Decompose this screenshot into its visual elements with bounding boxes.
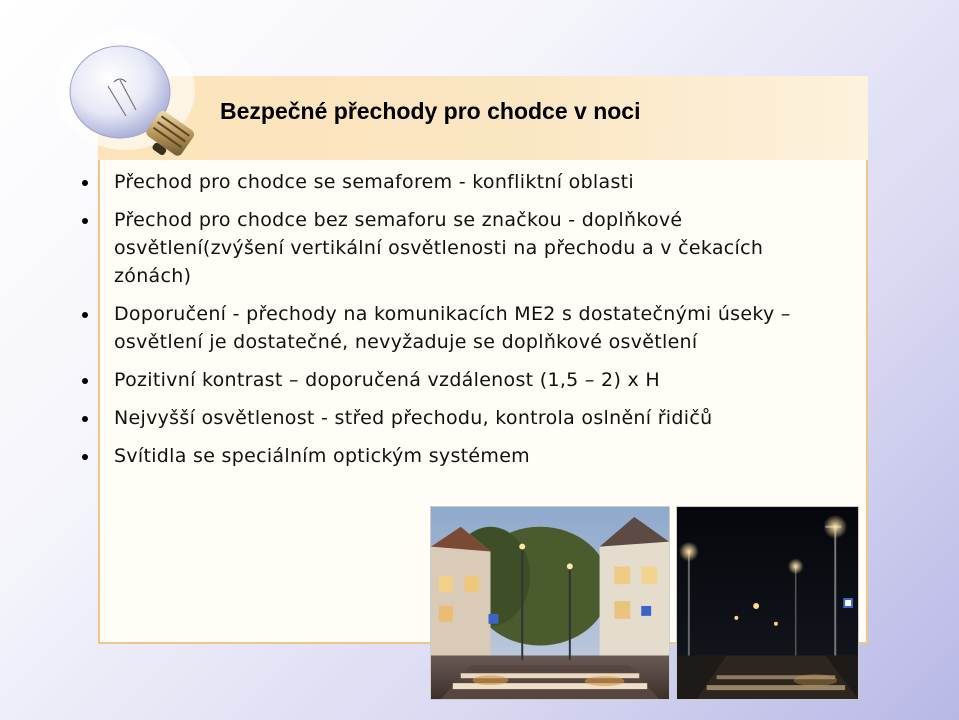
list-item bbox=[82, 168, 842, 196]
bullet-dot bbox=[82, 454, 88, 460]
bullet-text: Doporučení - přechody na komunikacích ME2 s dostatečnými úseky – osvětlení je dostatečné, nevyžaduje se doplňkové osvětlení bbox=[114, 303, 791, 353]
bullet-dot bbox=[82, 416, 88, 422]
night-street-crossing-photo bbox=[676, 506, 859, 700]
dusk-street-crossing-photo bbox=[430, 506, 670, 700]
light-bulb-icon bbox=[30, 20, 230, 170]
bullet-text: Přechod pro chodce se semaforem - konfliktní oblasti bbox=[114, 171, 634, 193]
bullet-text: Svítidla se speciálním optickým systémem bbox=[114, 445, 530, 467]
bullet-dot bbox=[82, 180, 88, 186]
list-item bbox=[82, 404, 842, 432]
bullet-dot bbox=[82, 218, 88, 224]
list-item bbox=[82, 366, 842, 394]
bullet-dot bbox=[82, 312, 88, 318]
bullet-list bbox=[82, 168, 842, 480]
list-item bbox=[82, 442, 842, 470]
slide-title: Bezpečné přechody pro chodce v noci bbox=[220, 98, 641, 124]
list-item bbox=[82, 300, 842, 356]
list-item bbox=[82, 206, 842, 290]
bullet-text: Nejvyšší osvětlenost - střed přechodu, kontrola oslnění řidičů bbox=[114, 407, 713, 429]
bullet-text: Pozitivní kontrast – doporučená vzdálenost (1,5 – 2) x H bbox=[114, 369, 660, 391]
bullet-dot bbox=[82, 378, 88, 384]
bullet-text: Přechod pro chodce bez semaforu se značkou - doplňkové osvětlení(zvýšení vertikální osvětlenosti na přechodu a v čekacích zónách) bbox=[114, 209, 764, 287]
